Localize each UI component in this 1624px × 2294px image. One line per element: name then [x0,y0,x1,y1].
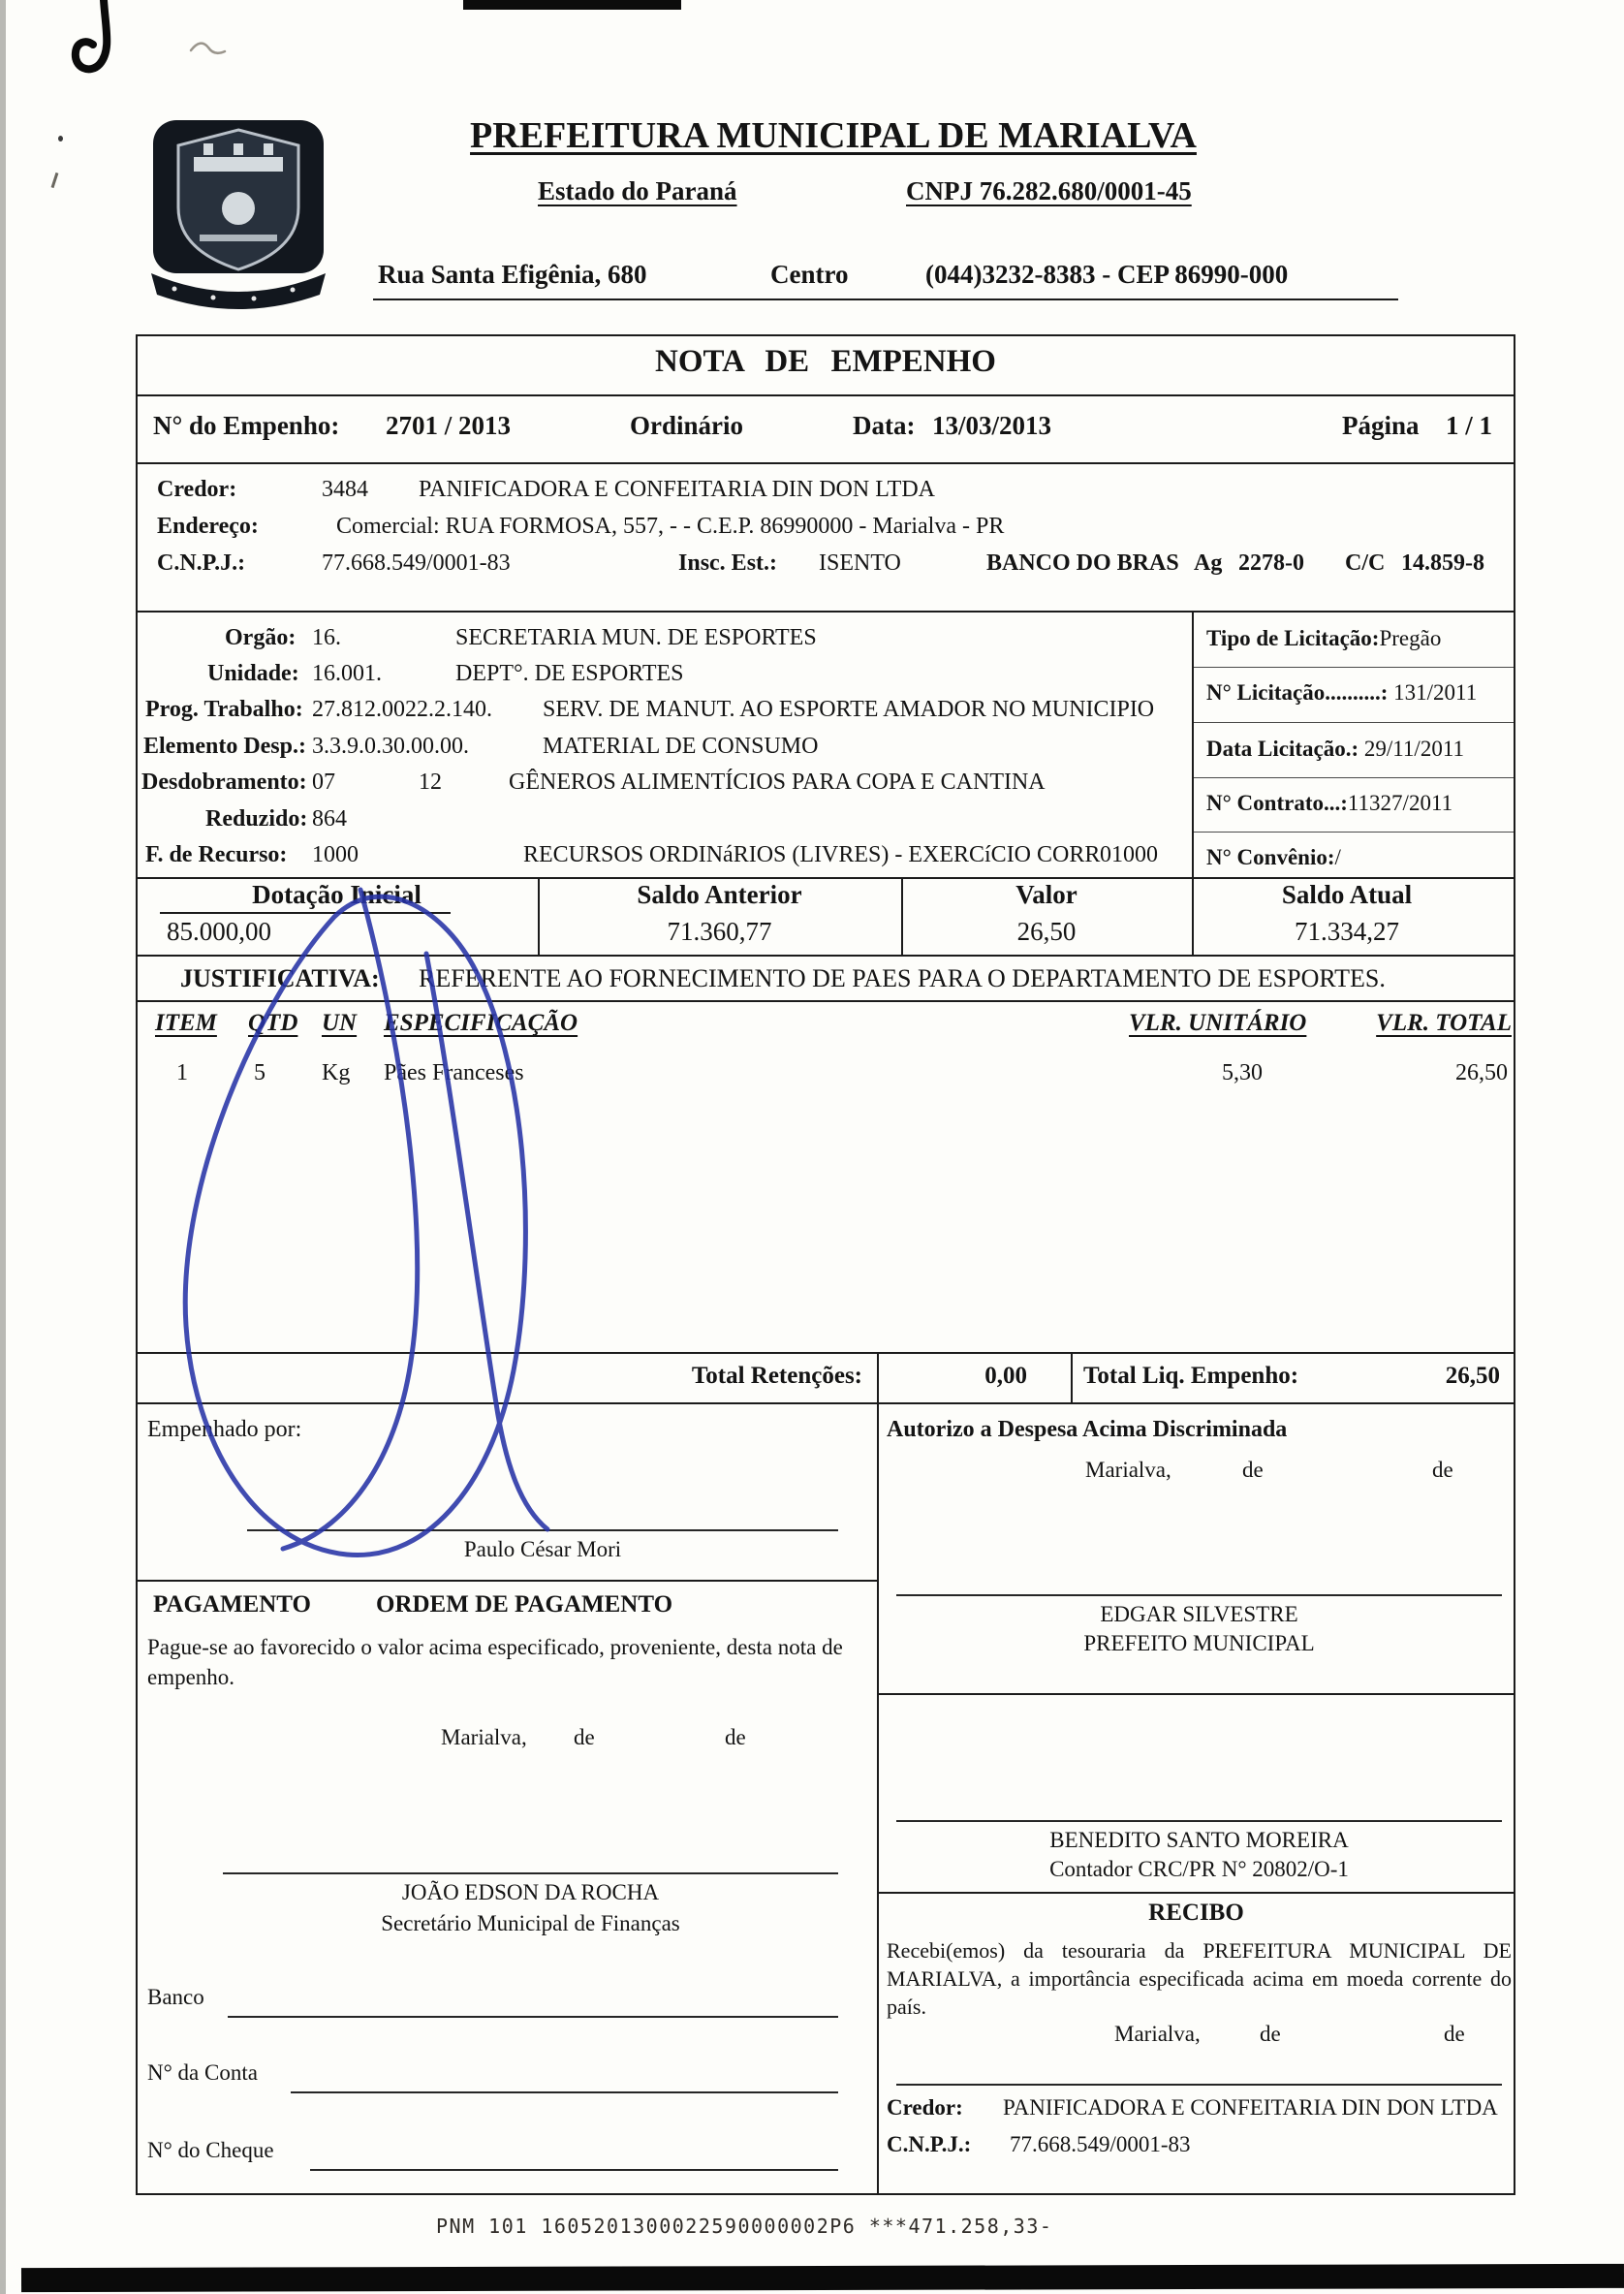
credor-endereco: Comercial: RUA FORMOSA, 557, - - C.E.P. 86990000 - Marialva - PR [336,514,1005,539]
rule [136,877,1515,879]
signature-line-credor [896,2084,1502,2086]
de-autorizo-1: de [1242,1458,1264,1482]
elemento-nome: MATERIAL DE CONSUMO [543,734,819,759]
rule [877,1693,1515,1695]
contador-cargo: Contador CRC/PR N° 20802/O-1 [1049,1857,1349,1881]
de-pagamento-2: de [725,1725,746,1749]
recurso-cod2: 01000 [1100,842,1158,867]
cheque-label: N° do Cheque [147,2138,274,2162]
autorizo-titulo: Autorizo a Despesa Acima Discriminada [887,1417,1288,1442]
banco-label: Banco [147,1985,204,2009]
rule [136,1352,1515,1354]
empenho-tipo: Ordinário [630,411,744,440]
itens-header-un: UN [322,1010,358,1036]
reduzido-valor: 864 [312,806,347,832]
empenhado-label: Empenhado por: [147,1417,302,1442]
signature-line-contador [896,1820,1502,1822]
de-recibo-1: de [1260,2022,1281,2046]
licitacao-tipo: Pregão [1379,626,1442,650]
secretario-cargo: Secretário Municipal de Finanças [381,1911,680,1935]
empenho-pagina-label: Página [1342,411,1420,440]
cheque-line [310,2169,838,2171]
licitacao-convenio-label: N° Convênio: [1206,845,1335,869]
de-pagamento-1: de [574,1725,595,1749]
credor-insc-label: Insc. Est.: [678,550,778,576]
recibo-cnpj: 77.668.549/0001-83 [1010,2132,1191,2156]
total-liquido: 26,50 [1445,1363,1500,1389]
cidade-autorizo: Marialva, [1085,1458,1171,1482]
pen-mark-top-left [53,0,247,111]
itens-header-item: ITEM [155,1010,217,1036]
itens-header-vlr-total: VLR. TOTAL [1376,1010,1512,1036]
credor-label: Credor: [157,477,237,502]
credor-banco: BANCO DO BRAS [986,550,1179,576]
desdobramento-nome: GÊNEROS ALIMENTÍCIOS PARA COPA E CANTINA [509,770,1046,795]
signature-line-empenhado [247,1529,838,1531]
scan-artifact-bottom-bar [21,2264,1624,2292]
header-address-line [373,260,1398,300]
credor-conta: 14.859-8 [1401,550,1484,576]
credor-nome: PANIFICADORA E CONFEITARIA DIN DON LTDA [419,477,936,502]
credor-codigo: 3484 [322,477,368,502]
licitacao-tipo-label: Tipo de Licitação: [1206,626,1380,650]
pagamento-titulo: PAGAMENTO [153,1591,311,1618]
saldos-valor-valor: 26,50 [1016,917,1077,946]
empenho-pagina: 1 / 1 [1446,411,1493,440]
cidade-pagamento: Marialva, [441,1725,527,1749]
recurso-nome: RECURSOS ORDINáRIOS (LIVRES) - EXERCíCIO CORR [523,842,1101,867]
item-num: 1 [176,1060,188,1085]
licitacao-num: 131/2011 [1393,680,1478,705]
desdobramento-cod1: 07 [312,770,335,795]
orgao-cod: 16. [312,625,341,650]
licitacao-convenio-row [1206,845,1341,870]
unidade-label: Unidade: [207,661,299,686]
saldos-header-dotacao: Dotação Inicial [252,880,422,909]
pague-se-texto: Pague-se ao favorecido o valor acima especificado, proveniente, desta nota de empenho. [147,1635,843,1690]
conta-line [291,2091,838,2093]
unidade-cod: 16.001. [312,661,382,686]
orgao-label: Orgão: [225,625,297,650]
rule [136,1402,1515,1404]
licitacao-contrato: 11327/2011 [1347,791,1453,815]
conta-label: N° da Conta [147,2060,258,2085]
empenhado-nome: Paulo César Mori [463,1537,622,1561]
licitacao-data-row [1206,737,1464,762]
credor-cnpj-label: C.N.P.J.: [157,550,246,576]
recibo-texto: Recebi(emos) da tesouraria da PREFEITURA MUNICIPAL DE MARIALVA, a importância especificada acima em moeda corrente do país. [887,1938,1512,2020]
empenho-data: 13/03/2013 [932,411,1052,440]
rule [1194,722,1514,723]
rule [1194,832,1514,833]
contador-nome: BENEDITO SANTO MOREIRA [1049,1828,1349,1852]
saldos-valor-atual: 71.334,27 [1295,917,1399,946]
item-vlr-total: 26,50 [1455,1060,1508,1085]
rule [136,462,1515,464]
desdobramento-label: Desdobramento: [141,770,307,795]
desdobramento-cod2: 12 [419,770,442,795]
justificativa-texto: REFERENTE AO FORNECIMENTO DE PAES PARA O DEPARTAMENTO DE ESPORTES. [419,964,1386,992]
prog-nome: SERV. DE MANUT. AO ESPORTE AMADOR NO MUNICIPIO [543,697,1155,722]
de-autorizo-2: de [1432,1458,1453,1482]
credor-cnpj: 77.668.549/0001-83 [322,550,511,576]
doc-title: NOTA DE EMPENHO [655,344,996,379]
rule [136,1580,877,1582]
empenho-numero-label: N° do Empenho: [153,411,340,440]
licitacao-num-label: N° Licitação..........: [1206,680,1389,705]
recibo-cnpj-label: C.N.P.J.: [887,2132,972,2156]
recibo-credor-nome: PANIFICADORA E CONFEITARIA DIN DON LTDA [1003,2095,1498,2120]
scanner-edge-strip [0,0,6,2294]
printer-footer-line: PNM 101 1605201300022590000002P6 ***471.258,33- [436,2215,1053,2238]
item-un: Kg [322,1060,351,1085]
header-cnpj: CNPJ 76.282.680/0001-45 [906,176,1192,205]
item-espec: Pães Franceses [384,1060,524,1085]
credor-endereco-label: Endereço: [157,514,259,539]
orgao-nome: SECRETARIA MUN. DE ESPORTES [455,625,817,650]
rule [877,1352,879,2195]
elemento-label: Elemento Desp.: [143,734,306,759]
recurso-label: F. de Recurso: [145,842,288,867]
rule [1192,611,1194,879]
rule [1071,1352,1073,1402]
rule [877,1892,1515,1894]
header-phone-cep: (044)3232-8383 - CEP 86990-000 [925,260,1289,289]
rule [1194,667,1514,668]
itens-header-qtd: QTD [248,1010,298,1036]
de-recibo-2: de [1444,2022,1465,2046]
saldos-header-anterior: Saldo Anterior [637,880,802,909]
scan-artifact-top [463,0,681,10]
rule [136,1000,1515,1002]
licitacao-num-row [1206,680,1477,706]
empenho-data-label: Data: [853,411,916,440]
saldos-valor-anterior: 71.360,77 [667,917,772,946]
recibo-titulo: RECIBO [1148,1900,1244,1926]
signature-line-prefeito [896,1594,1502,1596]
credor-agencia: 2278-0 [1238,550,1304,576]
rule [136,955,1515,957]
saldos-valor-dotacao: 85.000,00 [167,917,271,946]
secretario-nome: JOÃO EDSON DA ROCHA [401,1880,660,1904]
licitacao-data-label: Data Licitação.: [1206,737,1359,761]
recurso-cod: 1000 [312,842,359,867]
header-district: Centro [770,260,849,289]
rule [1194,777,1514,778]
banco-line [228,2016,838,2018]
credor-cc-label: C/C [1345,550,1386,576]
signature-line-secretario [223,1872,838,1874]
licitacao-convenio: / [1334,845,1341,869]
pencil-tick-artifact [51,173,59,188]
prefeito-nome: EDGAR SILVESTRE [1100,1602,1298,1626]
rule [160,912,451,914]
item-qtd: 5 [254,1060,265,1085]
reduzido-label: Reduzido: [205,806,308,832]
itens-header-vlr-unit: VLR. UNITÁRIO [1129,1010,1307,1036]
licitacao-data: 29/11/2011 [1363,737,1464,761]
credor-insc: ISENTO [819,550,901,576]
prog-label: Prog. Trabalho: [145,697,303,722]
ordem-pagamento-titulo: ORDEM DE PAGAMENTO [376,1591,673,1618]
item-vlr-unit: 5,30 [1222,1060,1263,1085]
itens-header-espec: ESPECIFICAÇÃO [384,1010,578,1036]
elemento-cod: 3.3.9.0.30.00.00. [312,734,469,759]
pencil-dot-artifact [58,136,63,141]
recibo-credor-label: Credor: [887,2095,963,2120]
saldos-header-atual: Saldo Atual [1281,880,1413,909]
licitacao-contrato-row [1206,791,1452,816]
total-retencoes-label: Total Retenções: [691,1363,862,1389]
credor-ag-label: Ag [1194,550,1223,576]
prog-cod: 27.812.0022.2.140. [312,697,492,722]
licitacao-contrato-label: N° Contrato...: [1206,791,1348,815]
justificativa-label: JUSTIFICATIVA: [180,964,380,992]
header-street: Rua Santa Efigênia, 680 [378,260,647,289]
cidade-recibo: Marialva, [1114,2022,1201,2046]
rule [136,611,1515,613]
empenho-numero: 2701 / 2013 [386,411,512,440]
prefeito-cargo: PREFEITO MUNICIPAL [1083,1631,1315,1655]
rule [136,394,1515,396]
saldos-header-valor: Valor [1015,880,1077,909]
unidade-nome: DEPT°. DE ESPORTES [455,661,684,686]
total-liquido-label: Total Liq. Empenho: [1083,1363,1299,1389]
total-retencoes: 0,00 [984,1363,1027,1389]
header-title: PREFEITURA MUNICIPAL DE MARIALVA [470,115,1197,156]
licitacao-tipo-row [1206,626,1441,651]
header-estado: Estado do Paraná [538,176,737,205]
